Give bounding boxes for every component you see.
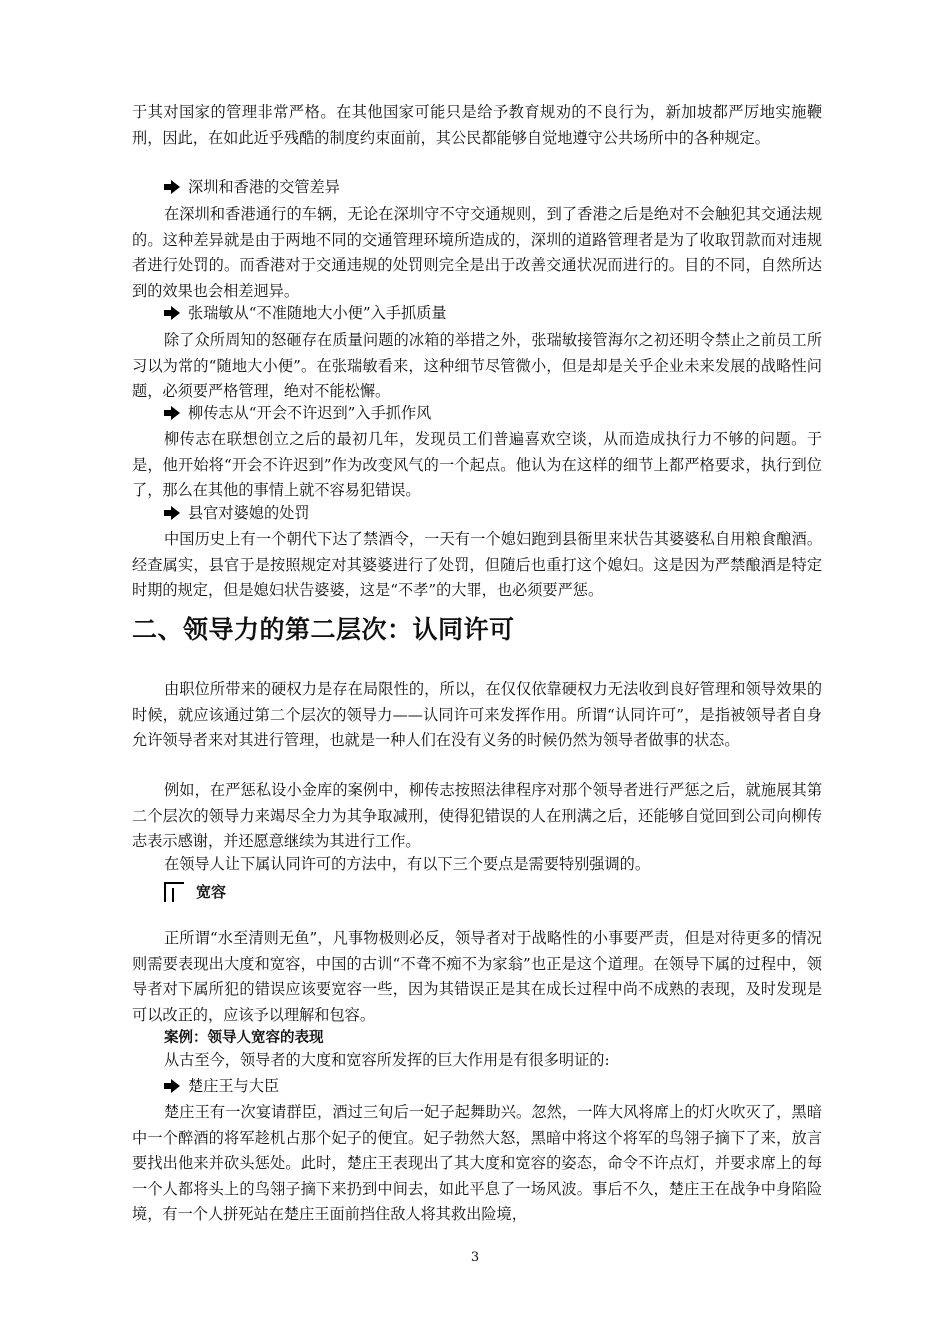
bullet-item	[164, 1075, 279, 1097]
paragraph: 在深圳和香港通行的车辆，无论在深圳守不守交通规则，到了香港之后是绝对不会触犯其交通法规的。这种差异就是由于两地不同的交通管理环境所造成的，深圳的道路管理者是为了收取罚款而对违规者进行处罚的。而香港对于交通违规的处罚则完全是出于改善交通状况而进行的。目的不同，自然所达到的效果也会相差迥异。	[132, 205, 822, 300]
bullet-text: 张瑞敏从“不准随地大小便”入手抓质量	[188, 304, 447, 322]
section-heading: 二、领导力的第二层次：认同许可	[132, 615, 515, 644]
paragraph: 在领导人让下属认同许可的方法中，有以下三个要点是需要特别强调的。	[164, 855, 650, 873]
paragraph: 除了众所周知的怒砸存在质量问题的冰箱的举措之外，张瑞敏接管海尔之初还明令禁止之前员工所习以为常的“随地大小便”。在张瑞敏看来，这种细节尽管微小，但是却是关乎企业未来发展的战略性问题，必须要严格管理，绝对不能松懈。	[132, 331, 822, 401]
paragraph: 柳传志在联想创立之后的最初几年，发现员工们普遍喜欢空谈，从而造成执行力不够的问题。于是，他开始将“开会不许迟到”作为改变风气的一个起点。他认为在这样的细节上都严格要求，执行到位了，那么在其他的事情上就不容易犯错误。	[132, 430, 822, 500]
bullet-text: 柳传志从“开会不许迟到”入手抓作风	[188, 404, 432, 422]
paragraph: 由职位所带来的硬权力是存在局限性的，所以，在仅仅依靠硬权力无法收到良好管理和领导效果的时候，就应该通过第二个层次的领导力——认同许可来发挥作用。所谓“认同许可”，是指被领导者自身允许领导者来对其进行管理，也就是一种人们在没有义务的时候仍然为领导者做事的状态。	[132, 680, 822, 750]
arrow-bullet-icon	[164, 306, 180, 320]
arrow-bullet-icon	[164, 506, 180, 520]
bullet-item	[164, 302, 447, 324]
subsection-title: 宽容	[196, 883, 227, 901]
paragraph: 楚庄王有一次宴请群臣，酒过三旬后一妃子起舞助兴。忽然，一阵大风将席上的灯火吹灭了，黑暗中一个醉酒的将军趁机占那个妃子的便宜。妃子勃然大怒，黑暗中将这个将军的鸟翎子摘下了来，放言要找出他来并砍头惩处。此时，楚庄王表现出了其大度和宽容的姿态，命令不许点灯，并要求席上的每一个人都将头上的鸟翎子摘下来扔到中间去，如此平息了一场风波。事后不久，楚庄王在战争中身陷险境，有一个人拼死站在楚庄王面前挡住敌人将其救出险境，	[132, 1103, 822, 1224]
bullet-item	[164, 502, 310, 524]
page-number: 3	[470, 1250, 480, 1265]
paragraph: 正所谓“水至清则无鱼”，凡事物极则必反，领导者对于战略性的小事要严责，但是对待更多的情况则需要表现出大度和宽容，中国的古训“不聋不痴不为家翁”也正是这个道理。在领导下属的过程中，领导者对下属所犯的错误应该要宽容一些，因为其错误正是其在成长过程中尚不成熟的表现，及时发现是可以改正的，应该予以理解和包容。	[132, 929, 822, 1024]
bullet-text: 深圳和香港的交管差异	[188, 178, 340, 196]
arrow-bullet-icon	[164, 406, 180, 420]
paragraph: 于其对国家的管理非常严格。在其他国家可能只是给予教育规劝的不良行为，新加坡都严厉地实施鞭刑，因此，在如此近乎残酷的制度约束面前，其公民都能够自觉地遵守公共场所中的各种规定。	[132, 103, 822, 147]
corner-marker-icon	[164, 882, 184, 902]
paragraph: 例如，在严惩私设小金库的案例中，柳传志按照法律程序对那个领导者进行严惩之后，就施展其第二个层次的领导力来竭尽全力为其争取减刑，使得犯错误的人在刑满之后，还能够自觉回到公司向柳传志表示感谢，并还愿意继续为其进行工作。	[132, 781, 822, 851]
paragraph: 中国历史上有一个朝代下达了禁酒令，一天有一个媳妇跑到县衙里来状告其婆婆私自用粮食酿酒。经查属实，县官于是按照规定对其婆婆进行了处罚，但随后也重打这个媳妇。这是因为严禁酿酒是特定时期的规定，但是媳妇状告婆婆，这是“不孝”的大罪，也必须要严惩。	[132, 530, 822, 600]
bullet-text: 县官对婆媳的处罚	[188, 504, 310, 522]
subsection-heading	[164, 882, 226, 902]
bullet-item	[164, 402, 431, 424]
bullet-text: 楚庄王与大臣	[188, 1077, 280, 1095]
arrow-bullet-icon	[164, 180, 180, 194]
case-title: 案例：领导人宽容的表现	[164, 1030, 324, 1046]
arrow-bullet-icon	[164, 1079, 180, 1093]
bullet-item	[164, 176, 340, 198]
paragraph: 从古至今，领导者的大度和宽容所发挥的巨大作用是有很多明证的:	[164, 1051, 610, 1069]
